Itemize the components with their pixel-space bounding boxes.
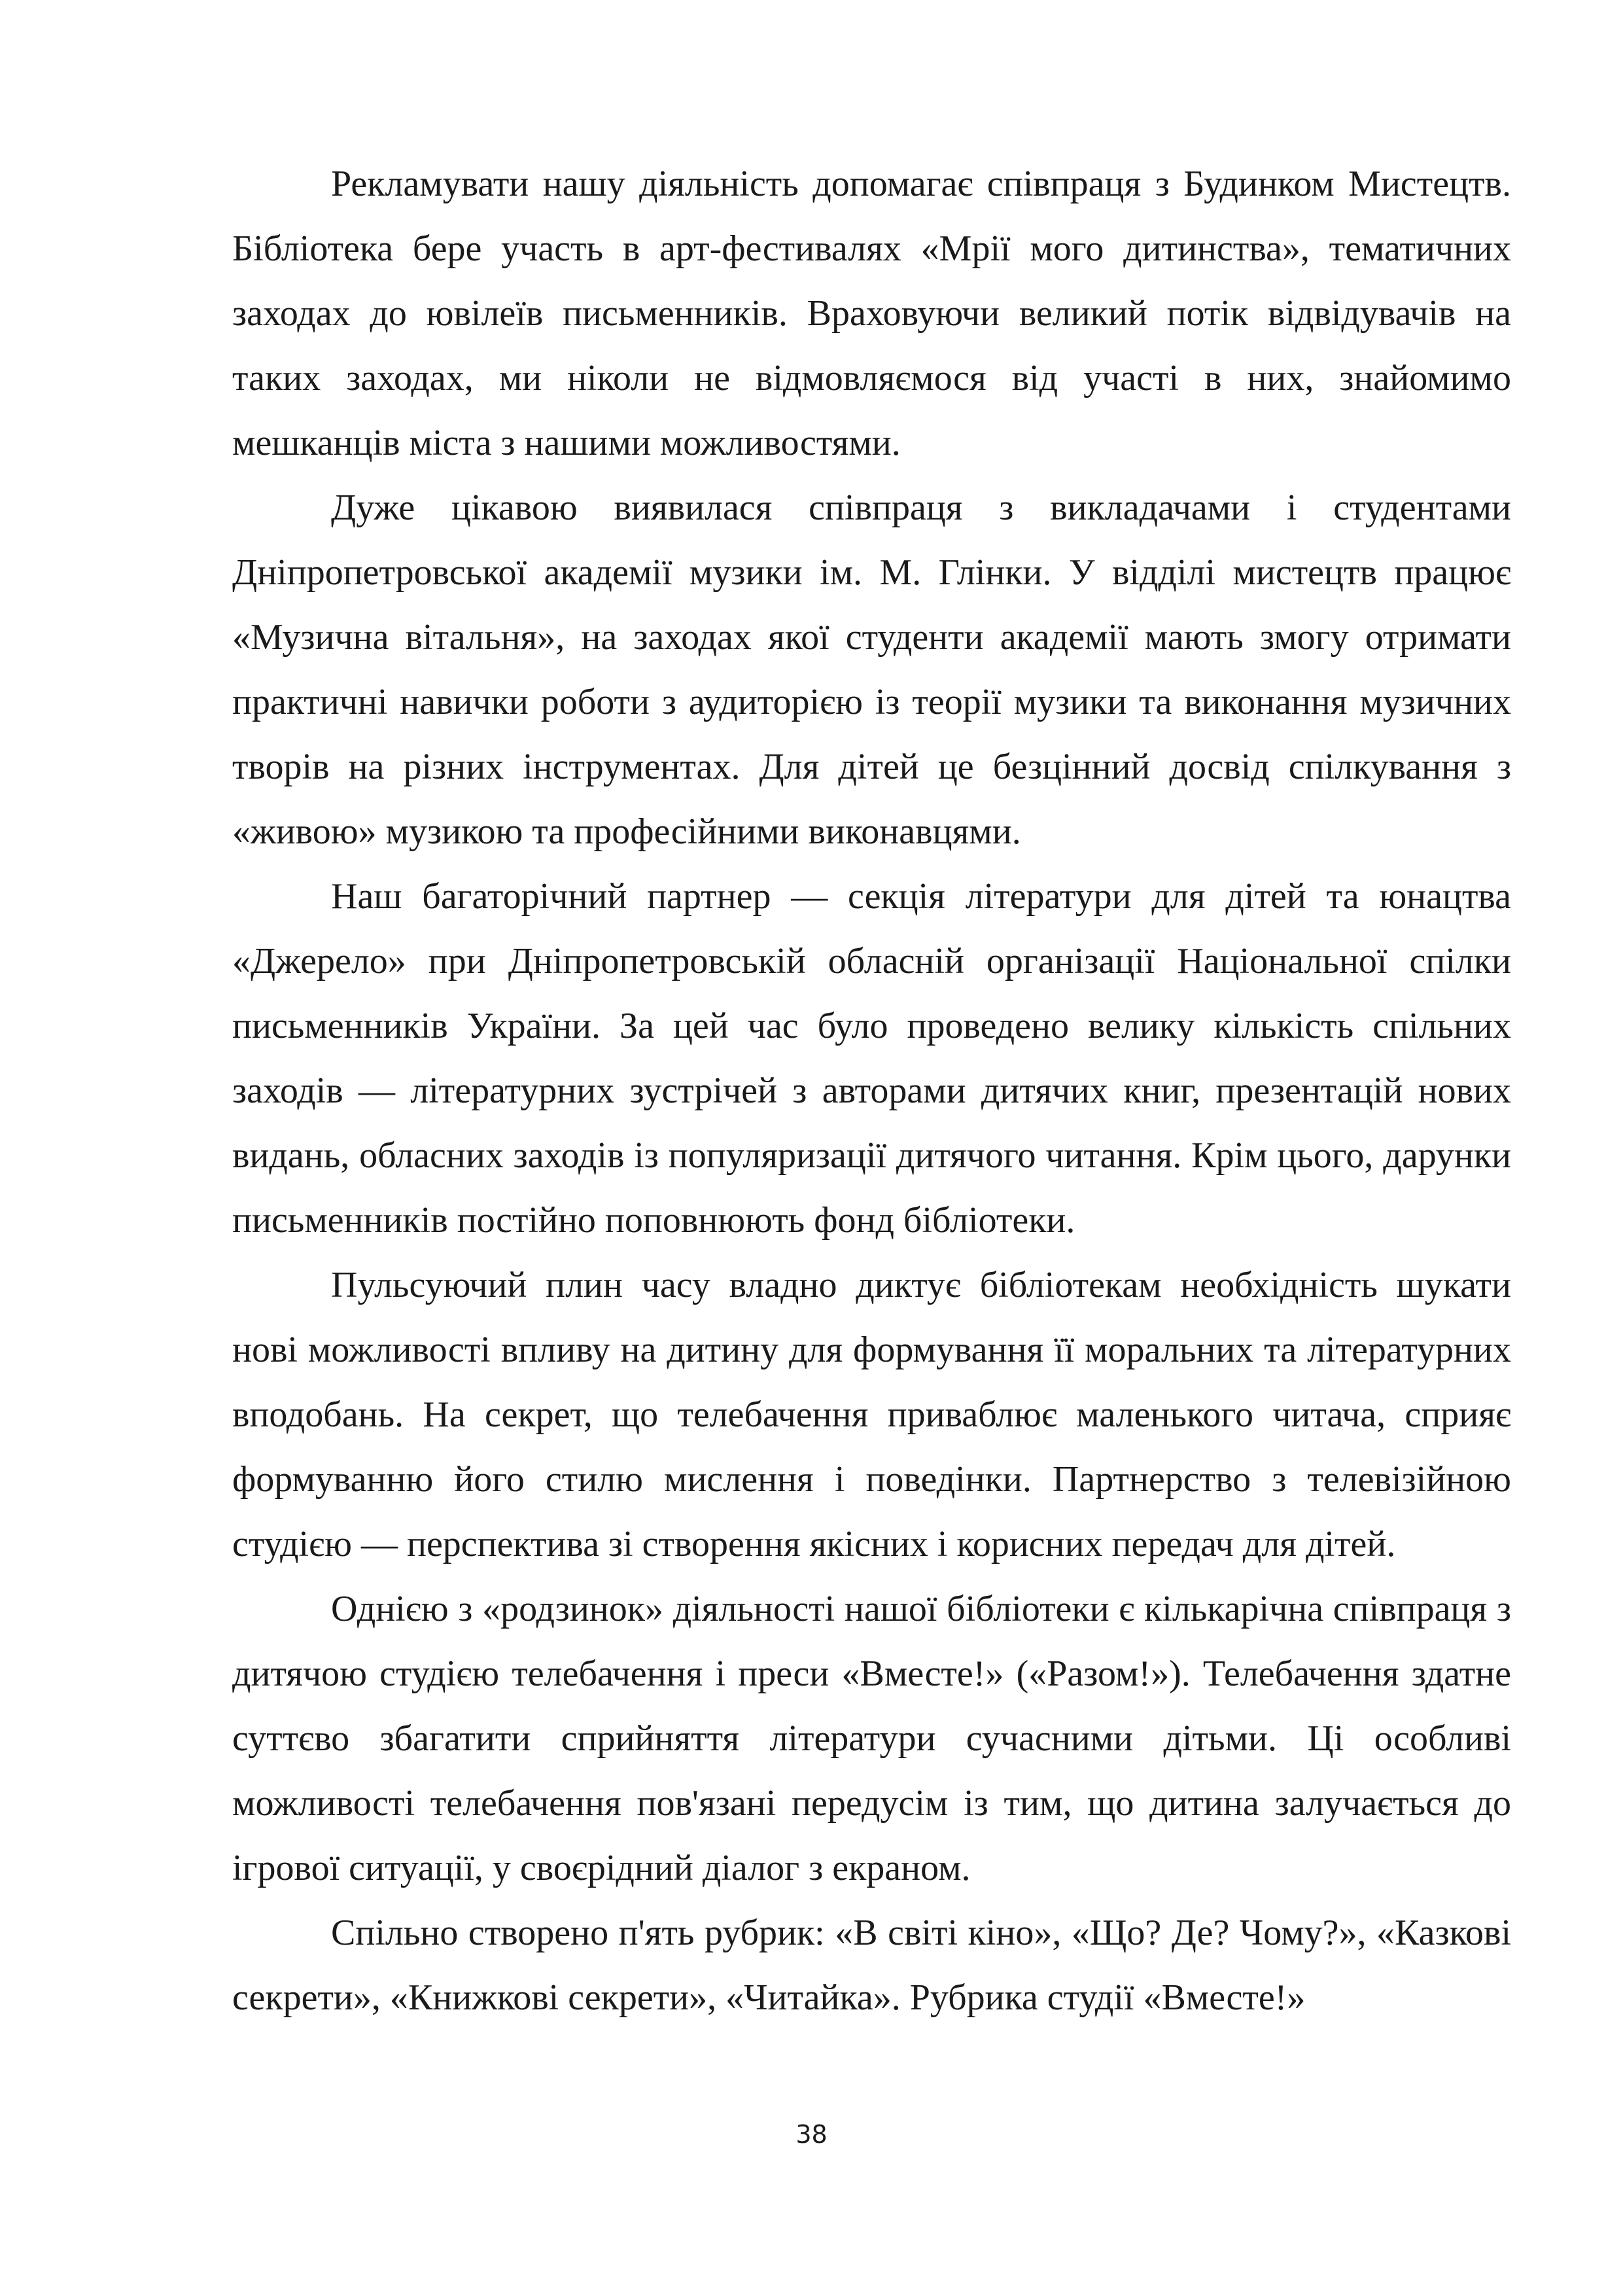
paragraph-1: Рекламувати нашу діяльність допомагає співпраця з Будинком Мистецтв. Бібліотека бере участь в арт-фестивалях «Мрії мого дитинства», тематичних заходах до ювілеїв письменників. Враховуючи великий потік відвідувачів на таких заходах, ми ніколи не відмовляємося від участі в них, знайомимо мешканців міста з нашими можливостями. — [232, 164, 1511, 463]
paragraph-4: Пульсуючий плин часу владно диктує бібліотекам необхідність шукати нові можливості впливу на дитину для формування її моральних та літературних вподобань. На секрет, що телебачення приваблює маленького читача, сприяє формуванню його стилю мислення і поведінки. Партнерство з телевізійною студією — перспектива зі створення якісних і корисних передач для дітей. — [232, 1265, 1511, 1564]
paragraph-5: Однією з «родзинок» діяльності нашої бібліотеки є кількарічна співпраця з дитячою студією телебачення і преси «Вместе!» («Разом!»). Телебачення здатне суттєво збагатити сприйняття літератури сучасними дітьми. Ці особливі можливості телебачення пов'язані передусім із тим, що дитина залучається до ігрової ситуації, у своєрідний діалог з екраном. — [232, 1589, 1511, 1888]
page-number: 38 — [795, 2120, 828, 2149]
paragraph-6: Спільно створено п'ять рубрик: «В світі кіно», «Що? Де? Чому?», «Казкові секрети», «Книжкові секрети», «Читайка». Рубрика студії «Вместе!» — [232, 1913, 1511, 2018]
paragraph-2: Дуже цікавою виявилася співпраця з викладачами і студентами Дніпропетровської академії музики ім. М. Глінки. У відділі мистецтв працює «Музична вітальня», на заходах якої студенти академії мають змогу отримати практичні навички роботи з аудиторією із теорії музики та виконання музичних творів на різних інструментах. Для дітей це безцінний досвід спілкування з «живою» музикою та професійними виконавцями. — [232, 487, 1511, 852]
paragraph-3: Наш багаторічний партнер — секція літератури для дітей та юнацтва «Джерело» при Дніпропетровській обласній організації Національної спілки письменників України. За цей час було проведено велику кількість спільних заходів — літературних зустрічей з авторами дитячих книг, презентацій нових видань, обласних заходів із популяризації дитячого читання. Крім цього, дарунки письменників постійно поповнюють фонд бібліотеки. — [232, 876, 1511, 1241]
document-body — [232, 152, 1511, 2030]
